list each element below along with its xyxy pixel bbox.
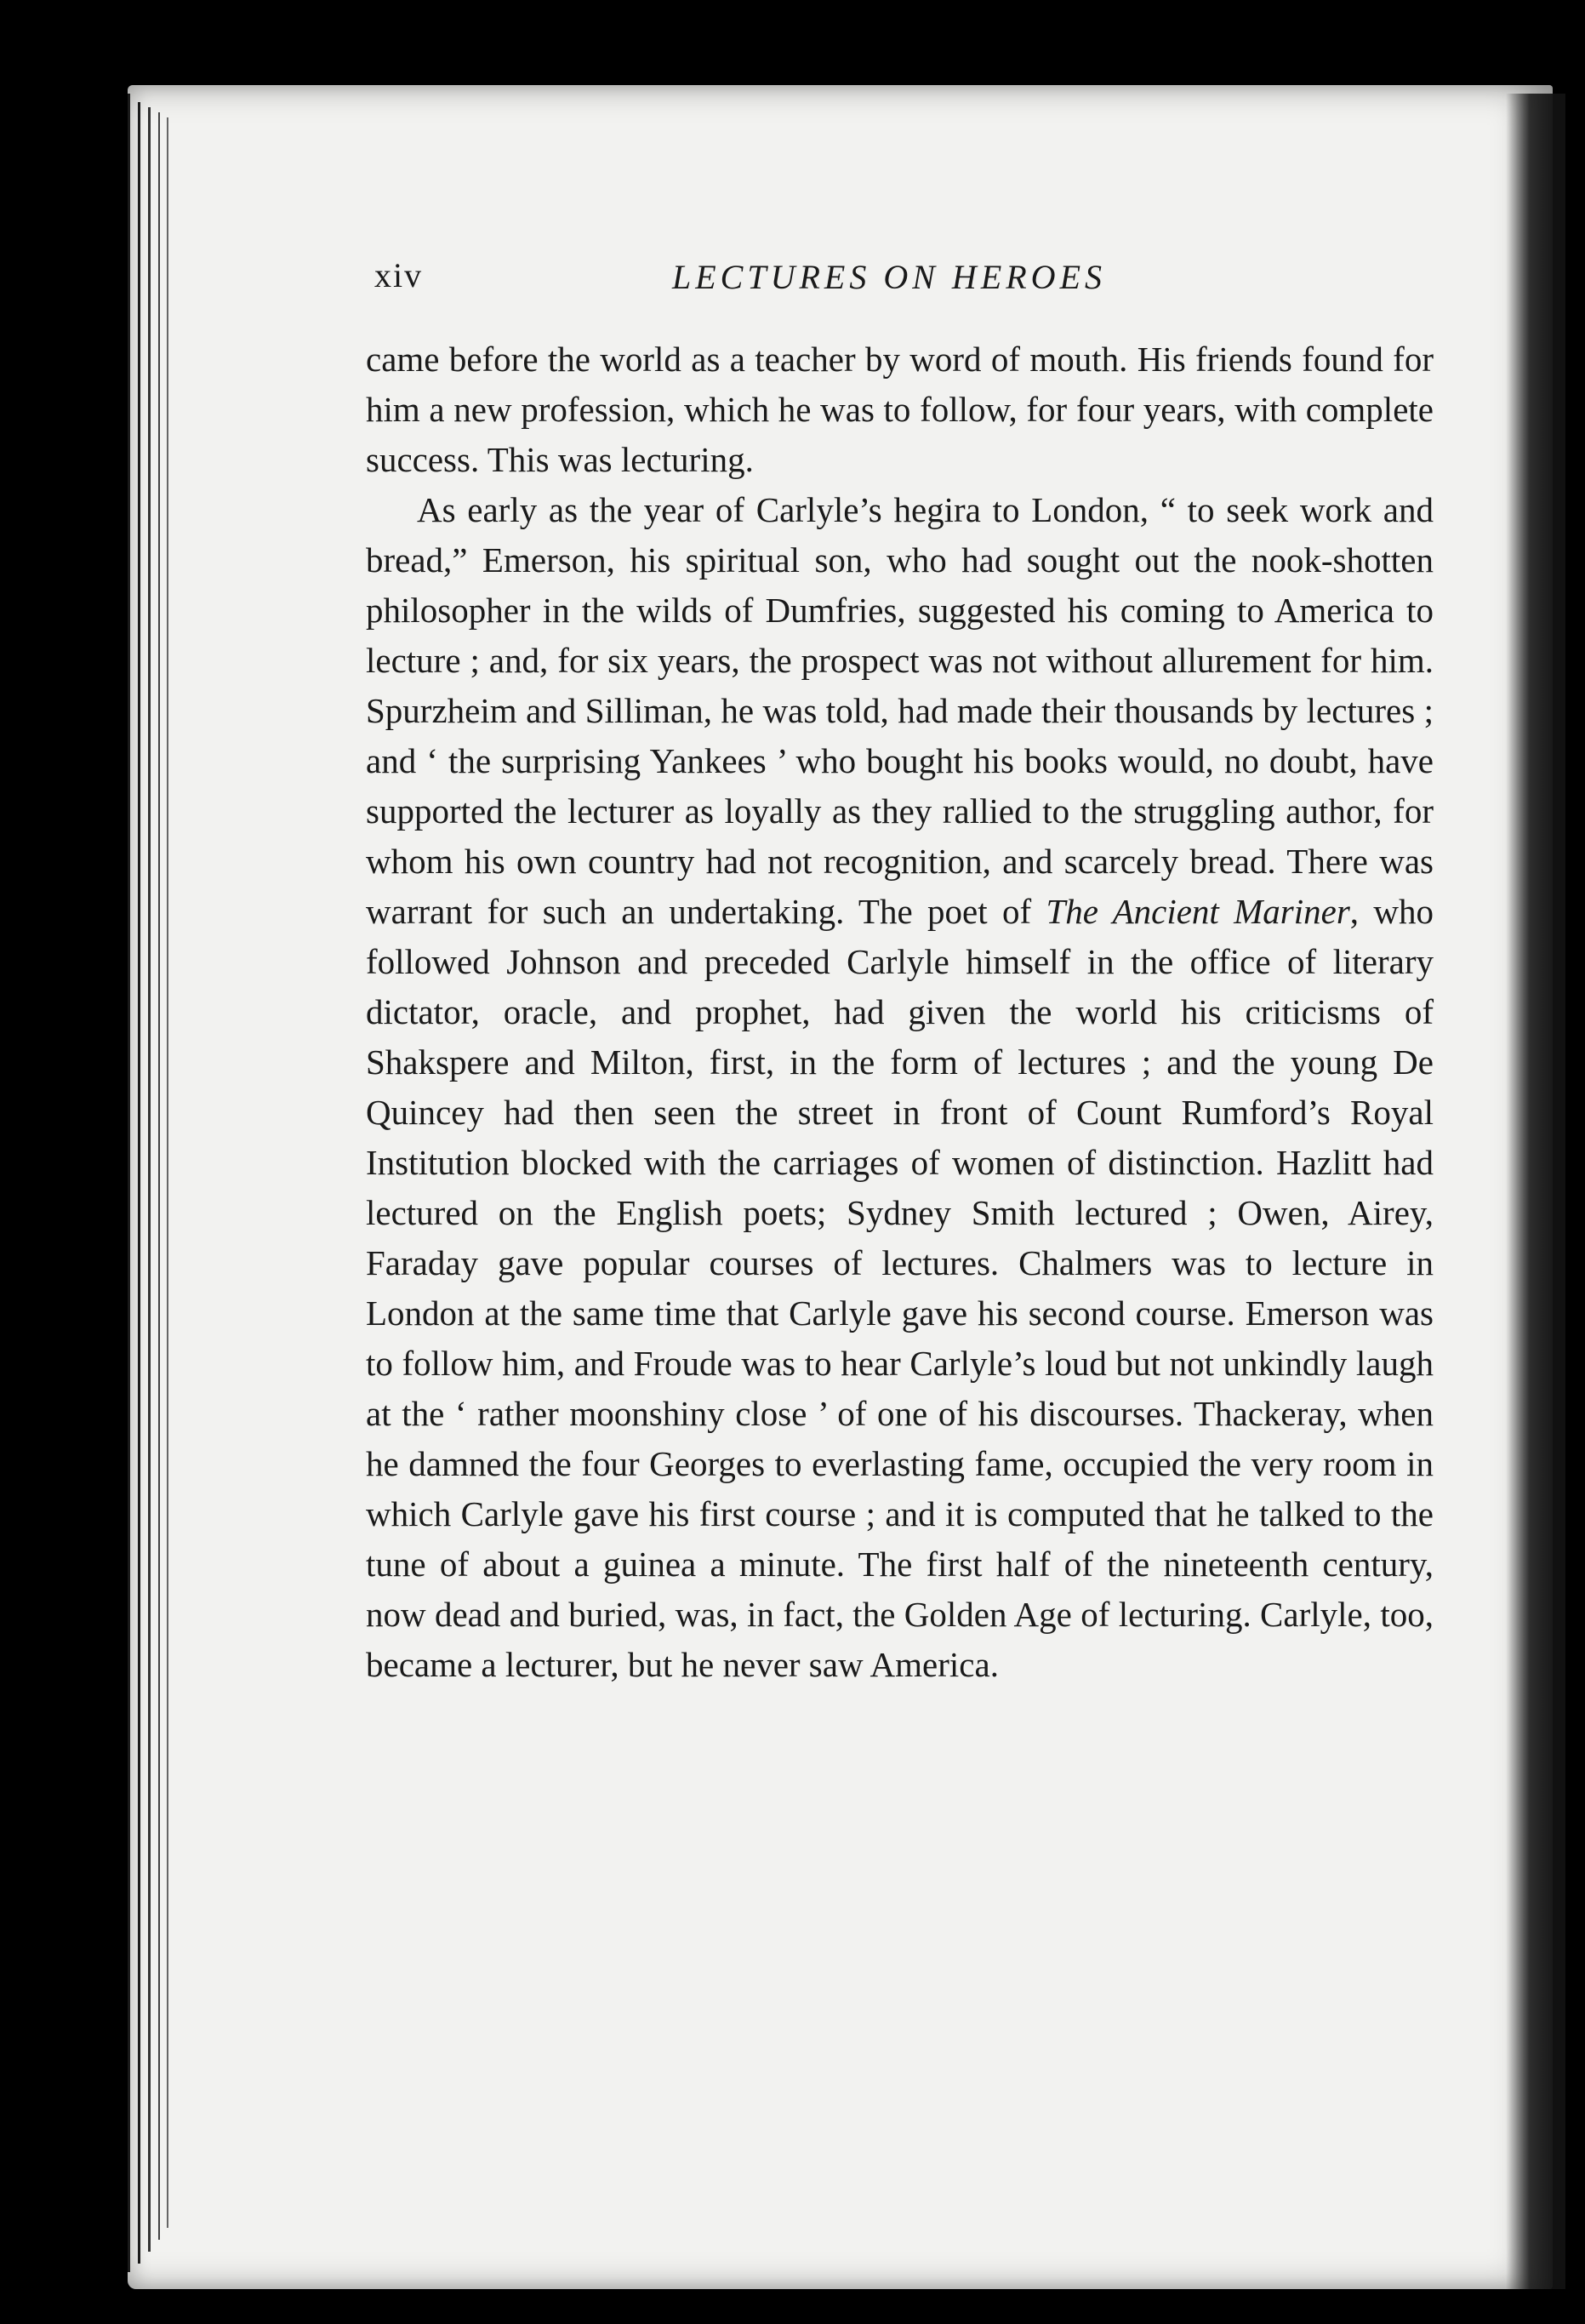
page-edge-line <box>138 102 140 2264</box>
paragraph-text: , who followed Johnson and preceded Carlyle himself in the office of literary dictator, oracle, and prophet, had given the world his criticisms of Shakspere and Milton, first, in the form of lectures ; and the young De Quincey had then seen the street in front of Count Rumford’s Royal Institution blocked with the carriages of women of distinction. Hazlitt had lectured on the English poets; Sydney Smith lectured ; Owen, Airey, Faraday gave popular courses of lectures. Chalmers was to lecture in London at the same time that Carlyle gave his second course. Emerson was to follow him, and Froude was to hear Carlyle’s loud but not unkindly laugh at the ‘ rather moonshiny close ’ of one of his discourses. Thackeray, when he damned the four Georges to everlasting fame, occupied the very room in which Carlyle gave his first course ; and it is computed that he talked to the tune of about a guinea a minute. The first half of the nineteenth century, now dead and buried, was, in fact, the Golden Age of lecturing. Carlyle, too, became a lecturer, but he never saw America. <box>366 892 1434 1684</box>
binding-shadow <box>1506 94 1565 2289</box>
paragraph <box>366 485 1434 1690</box>
paragraph-text: As early as the year of Carlyle’s hegira to London, “ to seek work and bread,” Emerson, his spiritual son, who had sought out the nook-shotten philosopher in the wilds of Dumfries, suggested his coming to America to lecture ; and, for six years, the prospect was not without allurement for him. Spurzheim and Silliman, he was told, had made their thousands by lectures ; and ‘ the surprising Yankees ’ who bought his books would, no doubt, have supported the lecturer as loyally as they rallied to the struggling author, for whom his own country had not recognition, and scarcely bread. There was warrant for such an undertaking. The poet of <box>366 490 1434 931</box>
page-edge-line <box>158 112 160 2240</box>
running-title: LECTURES ON HEROES <box>672 258 1106 296</box>
book-title: The Ancient Mariner <box>1046 892 1350 931</box>
page-edge-line <box>128 94 130 2272</box>
paragraph: came before the world as a teacher by word of mouth. His friends found for him a new profession, which he was to follow, for four years, with complete success. This was lecturing. <box>366 340 1434 479</box>
page-edge-line <box>148 107 151 2252</box>
page-number: xiv <box>374 256 424 294</box>
page-header <box>374 255 1166 306</box>
body-text <box>366 334 1434 1690</box>
page-edge-line <box>167 117 168 2228</box>
